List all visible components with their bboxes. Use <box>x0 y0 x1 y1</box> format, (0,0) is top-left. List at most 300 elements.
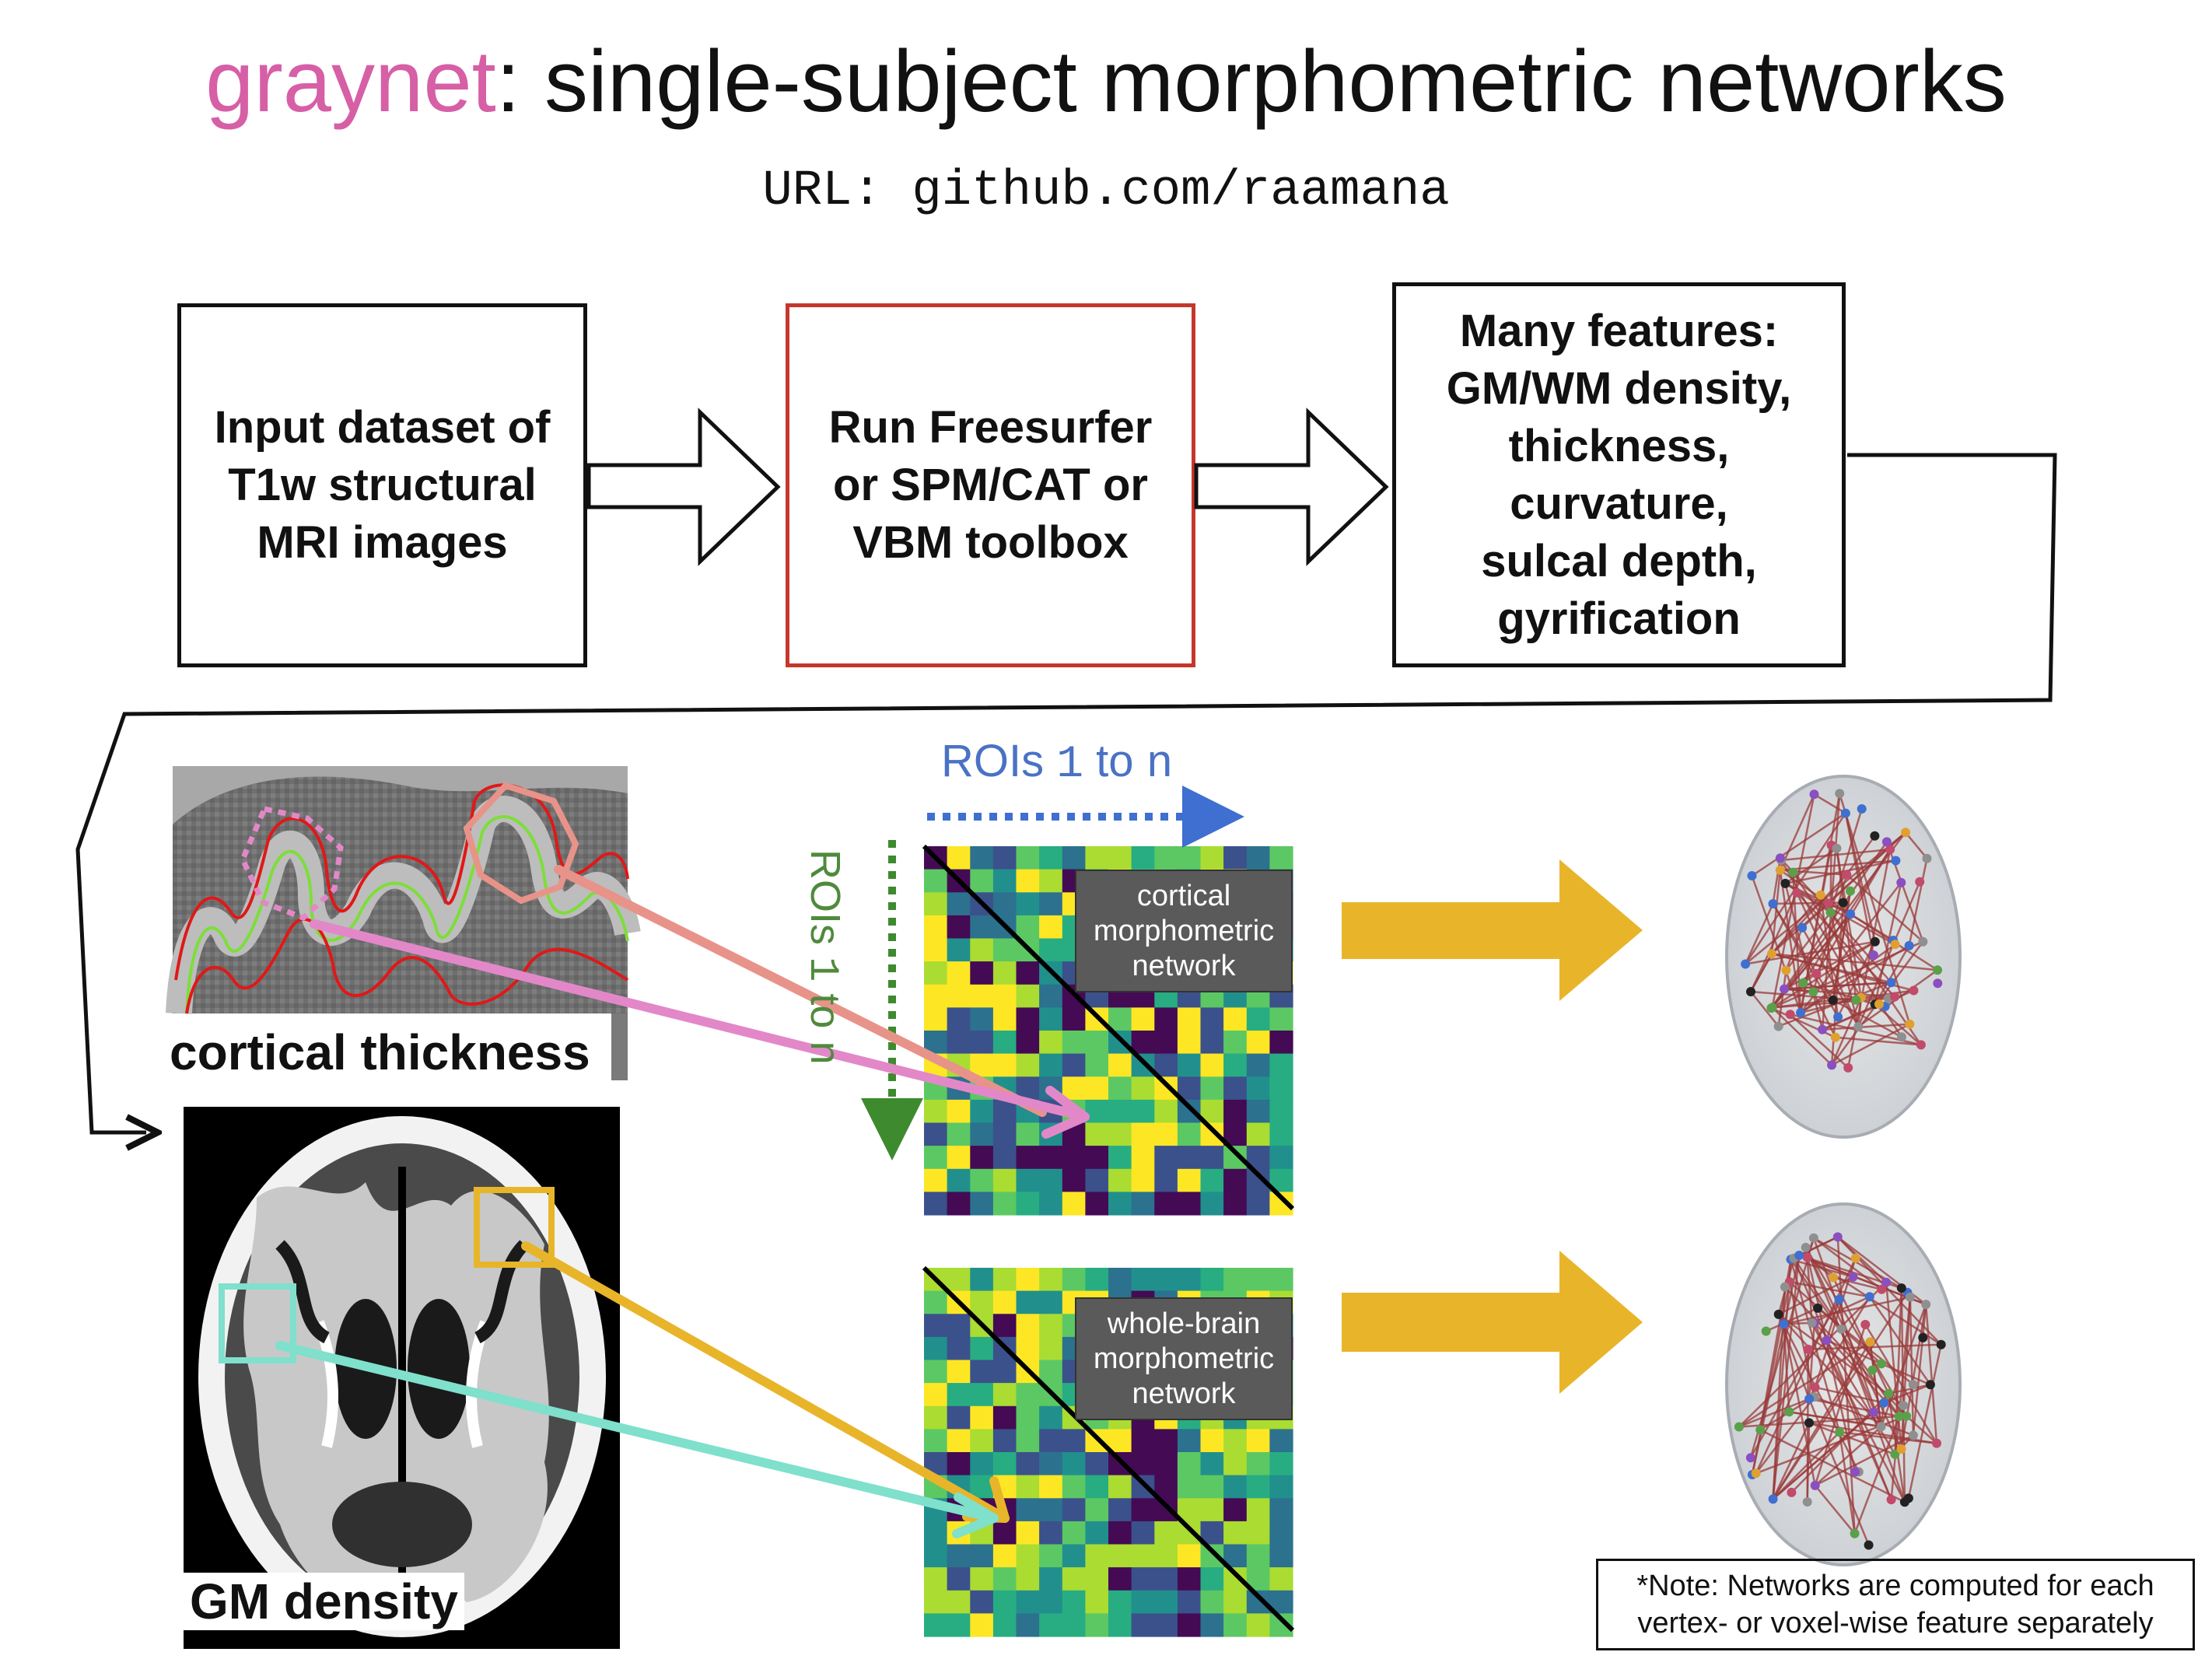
network-node <box>1899 1401 1908 1410</box>
matrix-cell <box>1039 1146 1062 1169</box>
network-node <box>1909 1380 1918 1389</box>
network-node <box>1933 965 1942 975</box>
matrix-cell <box>1017 1613 1040 1636</box>
matrix-cell <box>993 1452 1017 1475</box>
matrix-cell <box>1085 1192 1108 1215</box>
network-node <box>1926 1380 1935 1389</box>
matrix-cell <box>1201 1268 1224 1291</box>
matrix-cell <box>1039 985 1062 1008</box>
matrix-cell <box>1269 1100 1293 1123</box>
matrix-cell <box>1247 1545 1270 1568</box>
run-line-3: VBM toolbox <box>852 517 1129 568</box>
matrix-cell <box>1085 1100 1108 1123</box>
network-node <box>1810 789 1819 799</box>
matrix-cell <box>1154 1100 1178 1123</box>
matrix-cell <box>970 1360 993 1384</box>
network-node <box>1796 1008 1805 1017</box>
matrix-cell <box>1017 1475 1040 1499</box>
matrix-cell <box>1085 1567 1108 1591</box>
matrix-cell <box>1132 1076 1155 1100</box>
network-node <box>1831 1033 1840 1042</box>
network-node <box>1767 949 1776 958</box>
matrix-cell <box>970 846 993 870</box>
matrix-cell <box>1039 1054 1062 1077</box>
network-node <box>1833 1013 1843 1022</box>
network-node <box>1784 1407 1794 1416</box>
input-line-2: T1w structural <box>228 460 537 510</box>
network-node <box>1877 1422 1886 1431</box>
matrix-cell <box>1039 1031 1062 1054</box>
matrix-cell <box>947 1268 971 1291</box>
matrix-cell <box>1017 1123 1040 1146</box>
matrix-cell <box>1108 1192 1132 1215</box>
matrix-cell <box>993 1613 1017 1636</box>
network-node <box>1748 871 1757 880</box>
matrix-cell <box>993 892 1017 915</box>
network-node <box>1780 879 1790 888</box>
matrix-cell <box>1108 1169 1132 1192</box>
matrix-cell <box>1178 1545 1201 1568</box>
matrix-cell <box>1085 1076 1108 1100</box>
network-node <box>1774 1310 1783 1319</box>
matrix-cell <box>924 892 947 915</box>
network-node <box>1829 996 1838 1005</box>
matrix-cell <box>1017 1545 1040 1568</box>
matrix-cell <box>1247 1031 1270 1054</box>
matrix-cell <box>947 1429 971 1452</box>
matrix-cell <box>993 1123 1017 1146</box>
matrix-cell <box>1223 1007 1247 1031</box>
matrix-cell <box>1223 1429 1247 1452</box>
network-node <box>1916 1040 1926 1049</box>
network-node <box>1841 809 1850 818</box>
roi-axis-label-side: ROIs 1 to n <box>798 849 849 1066</box>
matrix-cell <box>947 915 971 939</box>
matrix-cell <box>1247 1521 1270 1545</box>
matrix-cell <box>1269 1076 1293 1100</box>
matrix-cell <box>1201 1498 1224 1521</box>
matrix-cell <box>970 1291 993 1314</box>
matrix-cell <box>1201 1007 1224 1031</box>
matrix-cell <box>1017 1192 1040 1215</box>
matrix-cell <box>1062 1429 1086 1452</box>
matrix-cell <box>1154 1031 1178 1054</box>
matrix-cell <box>1017 1169 1040 1192</box>
matrix-cell <box>1062 1146 1086 1169</box>
matrix-cell <box>1201 1567 1224 1591</box>
matrix-cell <box>947 892 971 915</box>
matrix-cell <box>993 1521 1017 1545</box>
matrix-cell <box>1247 1123 1270 1146</box>
matrix-cell <box>1062 1591 1086 1614</box>
matrix-cell <box>1017 1452 1040 1475</box>
matrix-cell <box>1223 1100 1247 1123</box>
roi-axis-label-top: ROIs 1 to n <box>941 736 1174 790</box>
matrix-cell <box>970 1146 993 1169</box>
matrix-cell <box>1223 1031 1247 1054</box>
matrix-cell <box>1085 1123 1108 1146</box>
matrix-cell <box>1108 1054 1132 1077</box>
matrix-cell <box>1269 1429 1293 1452</box>
network-node <box>1786 1010 1795 1019</box>
matrix-cell <box>924 1169 947 1192</box>
matrix-cell <box>1201 1169 1224 1192</box>
network-node <box>1776 866 1785 875</box>
matrix-cell <box>1039 870 1062 893</box>
matrix-cell <box>1269 1146 1293 1169</box>
network-node <box>1869 950 1878 960</box>
network-node <box>1804 1418 1814 1427</box>
matrix-cell <box>1132 1591 1155 1614</box>
network-node <box>1779 1319 1788 1328</box>
brain-network-icon <box>1727 776 1960 1137</box>
network-node <box>1906 1293 1915 1302</box>
network-node <box>1849 1272 1858 1282</box>
input-line-1: Input dataset of <box>214 402 551 453</box>
matrix-cell <box>1223 1475 1247 1499</box>
matrix-cell <box>1108 1076 1132 1100</box>
network-node <box>1879 1398 1888 1408</box>
matrix-cell <box>970 1545 993 1568</box>
matrix-cell <box>1132 1146 1155 1169</box>
matrix-cell <box>1178 1452 1201 1475</box>
matrix-cell <box>970 915 993 939</box>
matrix-cell <box>947 1383 971 1406</box>
network-node <box>1822 1335 1832 1345</box>
matrix-cell <box>1062 1054 1086 1077</box>
matrix-cell <box>970 1406 993 1430</box>
network-node <box>1853 1022 1863 1031</box>
matrix-cell <box>1178 1169 1201 1192</box>
matrix-cell <box>1132 1429 1155 1452</box>
network-node <box>1827 1060 1836 1069</box>
brain-network-icon <box>1727 1204 1960 1565</box>
matrix-cell <box>1085 1146 1108 1169</box>
matrix-cell <box>993 1007 1017 1031</box>
network-node <box>1835 1295 1844 1304</box>
network-node <box>1850 1529 1860 1538</box>
matrix-cell <box>947 1360 971 1384</box>
matrix-cell <box>1039 1452 1062 1475</box>
matrix-cell <box>993 1031 1017 1054</box>
network-node <box>1798 978 1808 988</box>
network-node <box>1846 887 1855 896</box>
matrix-cell <box>947 1545 971 1568</box>
matrix-cell <box>1269 1268 1293 1291</box>
matrix-cell <box>1039 915 1062 939</box>
matrix-cell <box>1062 1545 1086 1568</box>
matrix-cell <box>1178 1567 1201 1591</box>
matrix-cell <box>993 1360 1017 1384</box>
network-node <box>1741 960 1750 969</box>
matrix-cell <box>1108 1498 1132 1521</box>
network-node <box>1851 1254 1860 1263</box>
matrix-cell <box>970 1268 993 1291</box>
matrix-cell <box>1062 1192 1086 1215</box>
matrix-cell <box>1201 1076 1224 1100</box>
matrix-cell <box>1108 1521 1132 1545</box>
matrix-cell <box>970 1100 993 1123</box>
network-node <box>1797 923 1807 933</box>
matrix-cell <box>993 1268 1017 1291</box>
matrix-cell <box>993 846 1017 870</box>
matrix-cell <box>1085 1169 1108 1192</box>
matrix-cell <box>1039 1007 1062 1031</box>
matrix-cell <box>1062 1521 1086 1545</box>
matrix-cell <box>1039 1545 1062 1568</box>
matrix-cell <box>947 1169 971 1192</box>
matrix-cell <box>1154 1591 1178 1614</box>
matrix-cell <box>1154 1498 1178 1521</box>
network-node <box>1769 899 1778 908</box>
matrix-cell <box>1085 1475 1108 1499</box>
network-node <box>1918 1333 1927 1342</box>
panel-edge <box>611 1013 628 1080</box>
matrix-cell <box>1108 1123 1132 1146</box>
matrix-cell <box>1132 1100 1155 1123</box>
network-node <box>1851 996 1860 1005</box>
network-node <box>1870 831 1879 841</box>
matrix-cell <box>1017 985 1040 1008</box>
matrix-cell <box>1017 1406 1040 1430</box>
network-node <box>1801 1243 1811 1252</box>
matrix-cell <box>947 1591 971 1614</box>
matrix-cell <box>947 961 971 985</box>
network-node <box>1846 909 1855 919</box>
network-node <box>1887 978 1896 987</box>
matrix-cell <box>1223 1076 1247 1100</box>
matrix-cell <box>1017 892 1040 915</box>
network-node <box>1780 1283 1790 1292</box>
matrix-cell <box>993 1383 1017 1406</box>
matrix-cell <box>1154 846 1178 870</box>
matrix-cell <box>1039 1337 1062 1360</box>
matrix-cell <box>1039 1591 1062 1614</box>
matrix-cell <box>970 1169 993 1192</box>
matrix-cell <box>947 1452 971 1475</box>
network-node <box>1811 969 1821 978</box>
matrix-cell <box>1017 1291 1040 1314</box>
feat-line-4: curvature, <box>1510 478 1728 529</box>
matrix-cell <box>1062 1268 1086 1291</box>
matrix-cell <box>1039 1429 1062 1452</box>
network-node <box>1891 856 1900 866</box>
matrix-cell <box>993 1192 1017 1215</box>
matrix-cell <box>1039 1360 1062 1384</box>
matrix-cell <box>1269 1567 1293 1591</box>
matrix-cell <box>1201 1054 1224 1077</box>
matrix-cell <box>1108 1429 1132 1452</box>
matrix-cell <box>1085 1452 1108 1475</box>
matrix-cell <box>1269 1545 1293 1568</box>
matrix-cell <box>970 1591 993 1614</box>
matrix-cell <box>1039 1521 1062 1545</box>
matrix-cell <box>947 1192 971 1215</box>
matrix-cell <box>1062 1567 1086 1591</box>
matrix-cell <box>1178 1146 1201 1169</box>
matrix-cell <box>1132 1007 1155 1031</box>
matrix-cell <box>947 1146 971 1169</box>
matrix-cell <box>1017 1146 1040 1169</box>
matrix-cell <box>1017 1498 1040 1521</box>
matrix-cell <box>1269 1521 1293 1545</box>
network-node <box>1905 941 1914 950</box>
url-line: URL: github.com/raamana <box>762 163 1450 219</box>
matrix-cell <box>947 939 971 962</box>
matrix-cell <box>924 1429 947 1452</box>
matrix-cell <box>1039 939 1062 962</box>
network-node <box>1811 1383 1820 1392</box>
matrix-cell <box>1062 1169 1086 1192</box>
network-node <box>1746 987 1755 996</box>
network-node <box>1937 1340 1946 1349</box>
matrix-cell <box>924 1146 947 1169</box>
network-node <box>1839 898 1848 908</box>
matrix-cell <box>947 1100 971 1123</box>
matrix-cell <box>1017 1383 1040 1406</box>
feat-line-6: gyrification <box>1497 593 1741 644</box>
network-node <box>1915 877 1924 887</box>
network-node <box>1776 853 1785 863</box>
matrix-cell <box>1201 846 1224 870</box>
network-node <box>1860 1320 1870 1329</box>
matrix-cell <box>1247 1475 1270 1499</box>
matrix-cell <box>1201 1452 1224 1475</box>
matrix-cell <box>993 1291 1017 1314</box>
matrix-cell <box>1269 1031 1293 1054</box>
network-node <box>1780 985 1789 994</box>
network-node <box>1865 1292 1874 1301</box>
matrix-cell <box>1269 1475 1293 1499</box>
network-node <box>1788 868 1797 877</box>
cortical-network-label: cortical morphometric network <box>1075 870 1293 992</box>
matrix-cell <box>1223 1452 1247 1475</box>
matrix-cell <box>1178 1100 1201 1123</box>
matrix-cell <box>993 985 1017 1008</box>
network-node <box>1857 804 1867 814</box>
matrix-cell <box>1039 1314 1062 1337</box>
matrix-cell <box>1178 1429 1201 1452</box>
note-line-1: *Note: Networks are computed for each <box>1636 1570 2154 1602</box>
matrix-cell <box>924 1360 947 1384</box>
matrix-cell <box>1132 1545 1155 1568</box>
matrix-cell <box>970 1613 993 1636</box>
matrix-cell <box>993 939 1017 962</box>
network-node <box>1792 888 1801 898</box>
network-node <box>1804 1395 1814 1404</box>
matrix-cell <box>924 1406 947 1430</box>
gm-density-label: GM density <box>184 1573 464 1630</box>
matrix-cell <box>1178 1192 1201 1215</box>
matrix-cell <box>924 1613 947 1636</box>
matrix-cell <box>1108 1475 1132 1499</box>
matrix-cell <box>1085 1031 1108 1054</box>
network-node <box>1897 1032 1906 1041</box>
matrix-cell <box>1017 1337 1040 1360</box>
matrix-cell <box>1062 1031 1086 1054</box>
network-node <box>1921 1300 1930 1309</box>
matrix-cell <box>1247 1268 1270 1291</box>
matrix-cell <box>1017 961 1040 985</box>
matrix-cell <box>1269 1054 1293 1077</box>
network-node <box>1933 978 1942 988</box>
matrix-cell <box>970 1383 993 1406</box>
matrix-cell <box>1247 846 1270 870</box>
matrix-cell <box>947 1337 971 1360</box>
network-node <box>1901 828 1910 837</box>
matrix-cell <box>993 961 1017 985</box>
matrix-cell <box>1247 1613 1270 1636</box>
network-node <box>1874 999 1884 1009</box>
matrix-cell <box>947 1613 971 1636</box>
matrix-cell <box>1223 1054 1247 1077</box>
network-node <box>1813 1304 1822 1313</box>
matrix-cell <box>1154 1123 1178 1146</box>
matrix-cell <box>1039 1498 1062 1521</box>
matrix-cell <box>1108 1268 1132 1291</box>
matrix-cell <box>1178 1123 1201 1146</box>
matrix-cell <box>1062 1452 1086 1475</box>
network-node <box>1803 1497 1812 1507</box>
matrix-cell <box>1017 1054 1040 1077</box>
matrix-cell <box>1017 846 1040 870</box>
matrix-cell <box>1247 1007 1270 1031</box>
whole-brain-network-label: whole-brain morphometric network <box>1075 1297 1293 1420</box>
matrix-cell <box>1269 1123 1293 1146</box>
matrix-cell <box>970 870 993 893</box>
matrix-cell <box>1247 1498 1270 1521</box>
matrix-cell <box>1039 1567 1062 1591</box>
matrix-cell <box>947 1123 971 1146</box>
matrix-cell <box>1201 1192 1224 1215</box>
matrix-cell <box>1269 1007 1293 1031</box>
matrix-cell <box>1062 1613 1086 1636</box>
network-node <box>1895 1412 1904 1421</box>
matrix-cell <box>1017 1268 1040 1291</box>
matrix-cell <box>1154 1192 1178 1215</box>
matrix-cell <box>1085 1591 1108 1614</box>
network-node <box>1808 1318 1817 1328</box>
matrix-cell <box>924 1314 947 1337</box>
matrix-cell <box>1108 1613 1132 1636</box>
matrix-cell <box>1154 1521 1178 1545</box>
feat-line-3: thickness, <box>1508 420 1730 471</box>
network-node <box>1794 1251 1804 1260</box>
matrix-cell <box>924 1545 947 1568</box>
matrix-cell <box>993 1054 1017 1077</box>
matrix-cell <box>1132 1054 1155 1077</box>
matrix-cell <box>970 1337 993 1360</box>
matrix-cell <box>1201 1591 1224 1614</box>
matrix-cell <box>1154 1169 1178 1192</box>
matrix-cell <box>1154 1429 1178 1452</box>
matrix-cell <box>1017 1591 1040 1614</box>
title-rest: : single-subject morphometric networks <box>495 33 2007 130</box>
matrix-cell <box>1178 1031 1201 1054</box>
step-arrow-icon <box>1196 412 1386 562</box>
matrix-cell <box>1269 846 1293 870</box>
matrix-cell <box>1247 1100 1270 1123</box>
matrix-cell <box>1062 1475 1086 1499</box>
matrix-cell <box>924 1591 947 1614</box>
matrix-cell <box>924 1123 947 1146</box>
network-node <box>1891 940 1900 949</box>
matrix-cell <box>1039 1406 1062 1430</box>
matrix-cell <box>1132 1475 1155 1499</box>
matrix-cell <box>1085 1498 1108 1521</box>
matrix-cell <box>1085 1521 1108 1545</box>
matrix-cell <box>993 1406 1017 1430</box>
